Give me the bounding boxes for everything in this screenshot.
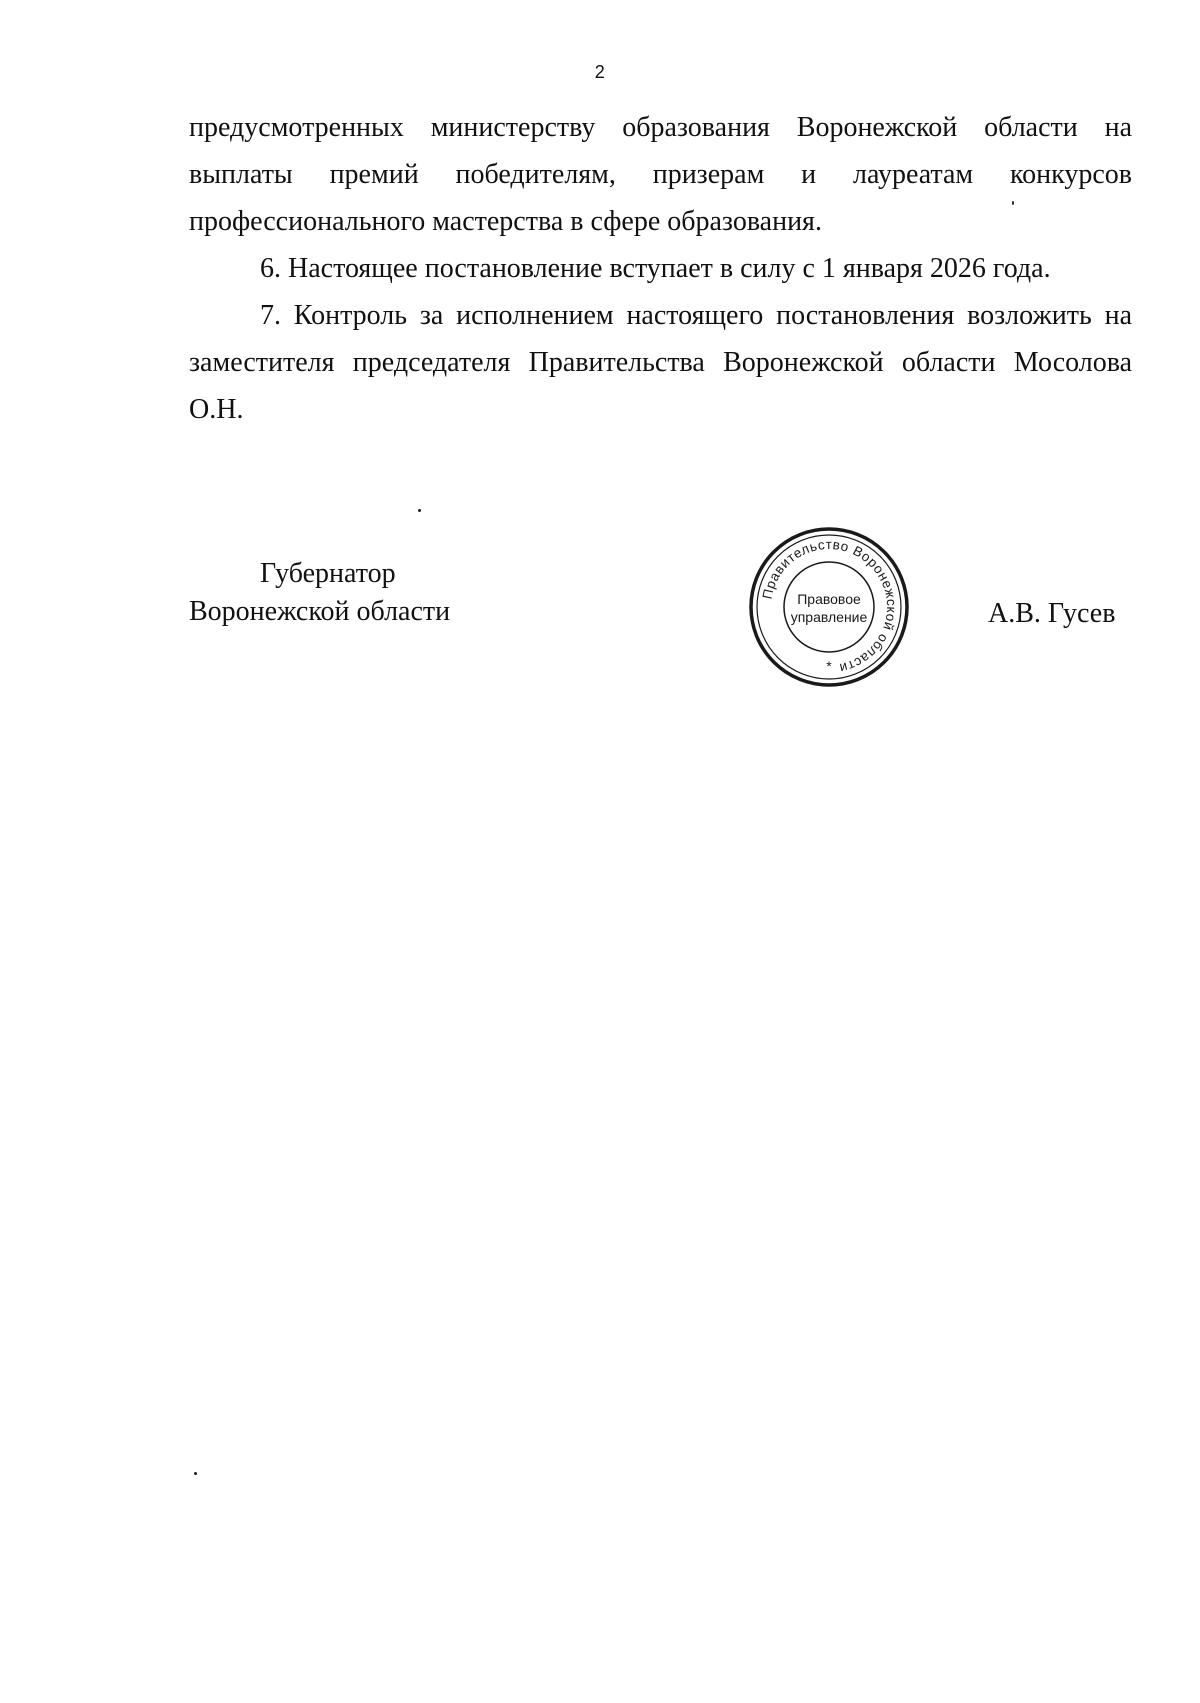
stamp-outer-text: Правительство Воронежской области (759, 536, 900, 677)
scan-speck (1012, 201, 1014, 205)
signer-name: А.В. Гусев (988, 598, 1116, 629)
official-stamp (747, 525, 911, 689)
stamp-inner-line-1: Правовое (797, 591, 861, 607)
paragraph-continuation: предусмотренных министерству образования Воронежской области на выплаты премий победителям, призерам и лауреатам конкурсов профессионального мастерства в сфере образования. (189, 112, 1132, 237)
position-region: Воронежской области (189, 596, 451, 627)
signatory-position (189, 555, 450, 631)
page-number: 2 (594, 62, 606, 82)
scan-speck (194, 1472, 197, 1475)
scan-speck (418, 509, 421, 512)
paragraph-6: 6. Настоящее постановление вступает в силу с 1 января 2026 года. (260, 253, 1051, 284)
stamp-inner-line-2: управление (790, 609, 868, 625)
stamp-star: * (826, 658, 832, 674)
document-body (189, 104, 1132, 433)
stamp-inner-ring (784, 562, 874, 652)
paragraph-7: 7. Контроль за исполнением настоящего постановления возложить на заместителя председателя Правительства Воронежской области Мосолова О.Н. (189, 300, 1132, 425)
position-title: Губернатор (260, 558, 396, 589)
